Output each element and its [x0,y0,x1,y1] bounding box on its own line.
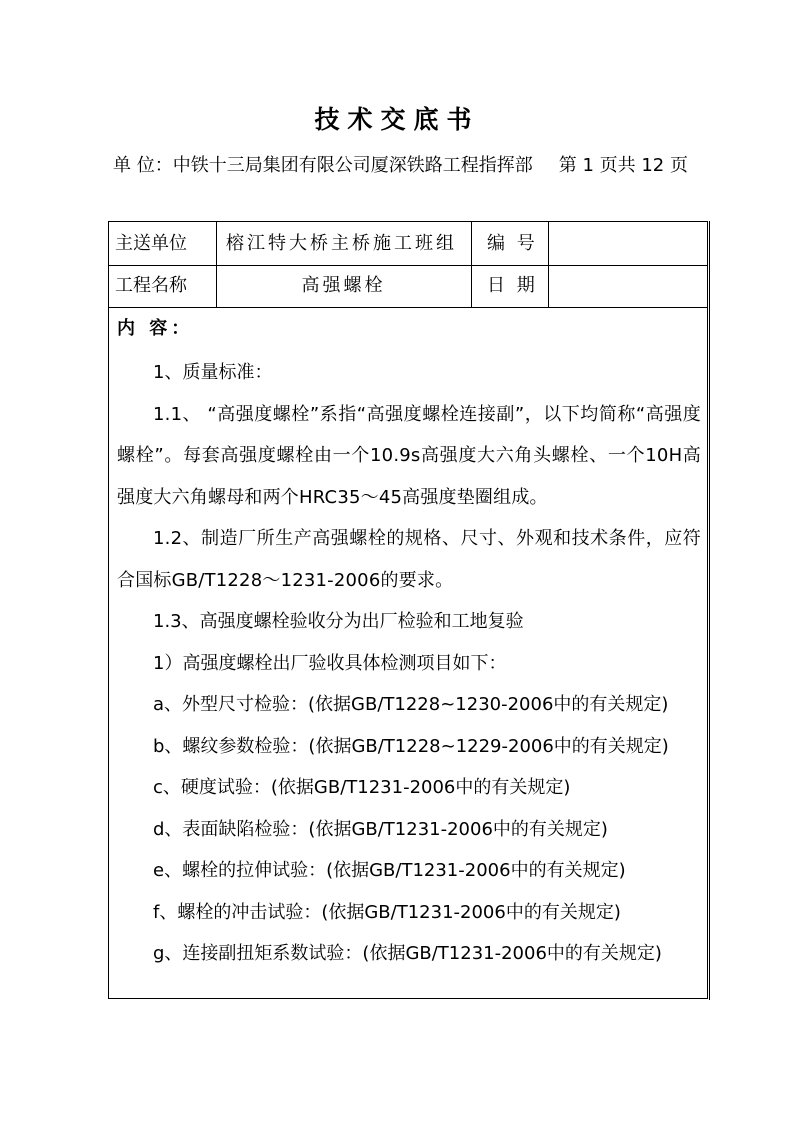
content-heading: 内 容： [117,318,194,339]
info-table [108,221,708,999]
list-item-e: e、螺栓的拉伸试验：(依据GB/T1231-2006中的有关规定) [153,860,626,881]
page-info: 第 1 页共 12 页 [558,155,688,176]
column-divider [471,222,472,308]
paragraph-1-2: 1.2、制造厂所生产高强螺栓的规格、尺寸、外观和技术条件，应符合国标GB/T1228～1231-2006的要求。 [117,528,701,591]
recipient-value: 榕江特大桥主桥施工班组 [226,233,457,254]
paragraph-1-3: 1.3、高强度螺栓验收分为出厂检验和工地复验 [153,611,524,632]
list-item-f: f、螺栓的冲击试验：(依据GB/T1231-2006中的有关规定) [153,901,621,923]
recipient-label: 主送单位 [115,233,187,254]
paragraph-1-1: 1.1、 “高强度螺栓”系指“高强度螺栓连接副”，以下均简称“高强度螺栓”。每套高强度螺栓由一个10.9s高强度大六角头螺栓、一个10H高强度大六角螺母和两个HRC35～45高强度垫圈组成。 [117,403,701,508]
project-name-value: 高强螺栓 [301,275,386,296]
list-item-g: g、连接副扭矩系数试验：(依据GB/T1231-2006中的有关规定) [153,943,662,964]
column-divider [548,222,549,308]
project-name-label: 工程名称 [115,275,187,296]
paragraph-inspection-items: 1）高强度螺栓出厂验收具体检测项目如下： [153,652,507,674]
document-title: 技术交底书 [314,105,480,134]
unit-line [113,146,703,186]
code-label: 编 号 [487,233,538,254]
list-item-b: b、螺纹参数检验：(依据GB/T1228~1229-2006中的有关规定) [153,735,669,757]
paragraph-quality-standard: 1、质量标准： [153,362,273,383]
list-item-c: c、硬度试验：(依据GB/T1231-2006中的有关规定) [153,777,571,798]
unit-label: 单 位：中铁十三局集团有限公司厦深铁路工程指挥部 [113,155,533,176]
list-item-a: a、外型尺寸检验：(依据GB/T1228~1230-2006中的有关规定) [153,694,669,715]
list-item-d: d、表面缺陷检验：(依据GB/T1231-2006中的有关规定) [153,818,608,840]
date-label: 日 期 [487,275,538,296]
row-divider [109,307,707,308]
content-body [117,352,701,975]
